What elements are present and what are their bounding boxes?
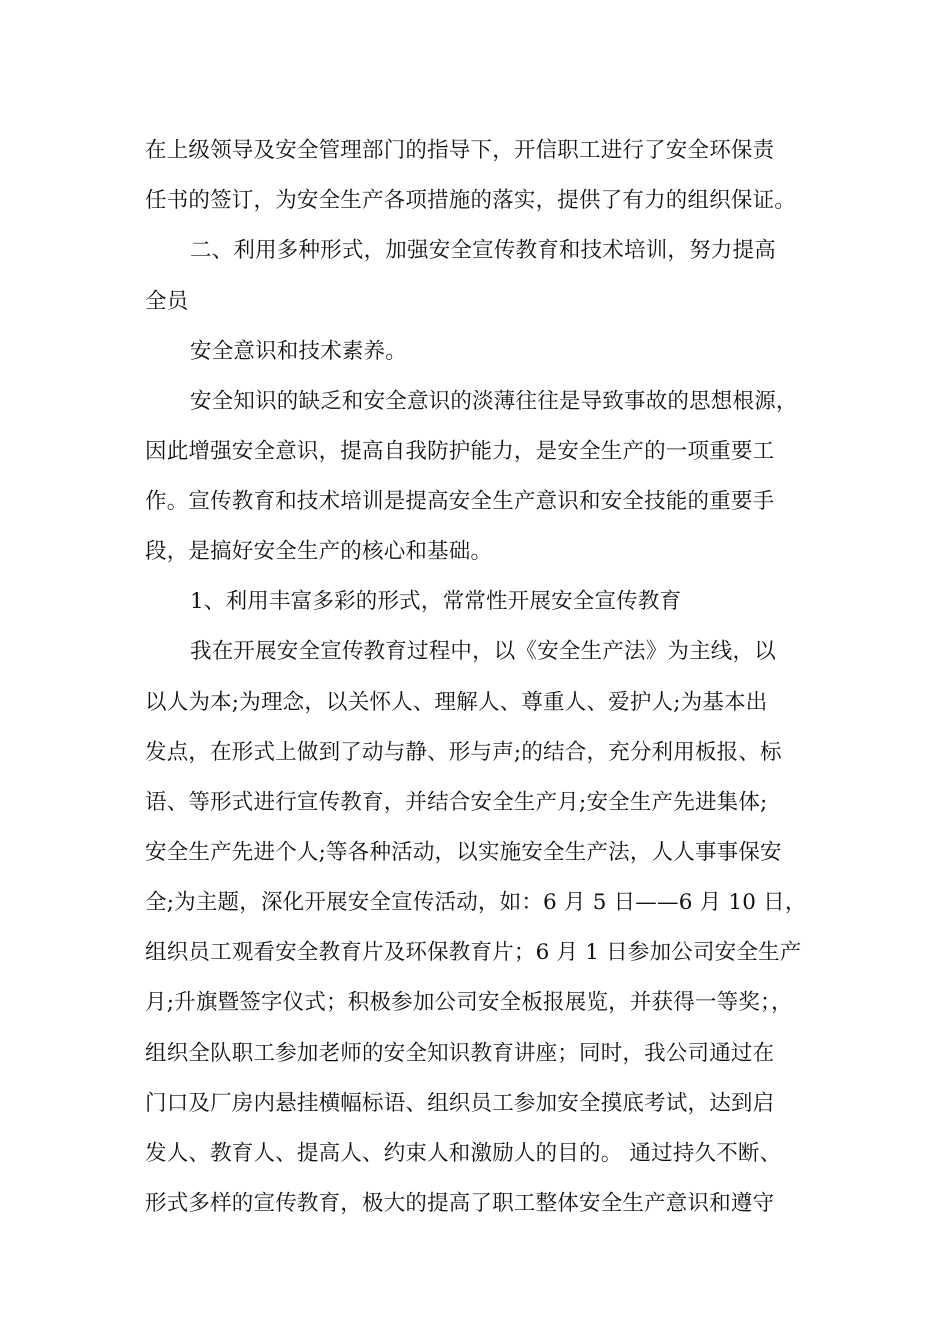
paragraph-line: 发人、教育人、提高人、约束人和激励人的目的。 通过持久不断、	[145, 1141, 782, 1166]
paragraph-line: 发点，在形式上做到了动与静、形与声;的结合，充分利用板报、标	[145, 740, 782, 765]
paragraph-line: 组织员工观看安全教育片及环保教育片；6 月 1 日参加公司安全生产	[145, 940, 802, 965]
paragraph-line: 门口及厂房内悬挂横幅标语、组织员工参加安全摸底考试，达到启	[145, 1091, 775, 1116]
paragraph-line: 月;升旗暨签字仪式；积极参加公司安全板报展览，并获得一等奖；，	[145, 990, 793, 1015]
paragraph-line: 形式多样的宣传教育，极大的提高了职工整体安全生产意识和遵守	[145, 1191, 775, 1216]
paragraph-line: 安全知识的缺乏和安全意识的淡薄往往是导致事故的思想根源，	[190, 389, 798, 414]
paragraph-line: 全;为主题，深化开展安全宣传活动，如：6 月 5 日——6 月 10 日，	[145, 890, 807, 915]
paragraph-line: 在上级领导及安全管理部门的指导下，开信职工进行了安全环保责	[145, 138, 775, 163]
paragraph-line: 以人为本;为理念，以关怀人、理解人、尊重人、爱护人;为基本出	[145, 690, 768, 715]
paragraph-line: 因此增强安全意识，提高自我防护能力，是安全生产的一项重要工	[145, 439, 775, 464]
paragraph-line: 作。宣传教育和技术培训是提高安全生产意识和安全技能的重要手	[145, 489, 775, 514]
subsection-heading: 1、利用丰富多彩的形式，常常性开展安全宣传教育	[190, 589, 682, 614]
section-heading-line: 二、利用多种形式，加强安全宣传教育和技术培训，努力提高	[190, 238, 776, 263]
paragraph-line: 安全意识和技术素养。	[190, 339, 408, 364]
paragraph-line: 段，是搞好安全生产的核心和基础。	[145, 539, 493, 564]
paragraph-line: 任书的签订，为安全生产各项措施的落实，提供了有力的组织保证。	[145, 188, 797, 213]
paragraph-line: 安全生产先进个人;等各种活动，以实施安全生产法，人人事事保安	[145, 840, 782, 865]
paragraph-line: 我在开展安全宣传教育过程中，以《安全生产法》为主线，以	[190, 639, 776, 664]
section-heading-line: 全员	[145, 289, 189, 314]
paragraph-line: 语、等形式进行宣传教育，并结合安全生产月;安全生产先进集体;	[145, 790, 768, 815]
paragraph-line: 组织全队职工参加老师的安全知识教育讲座；同时，我公司通过在	[145, 1041, 775, 1066]
